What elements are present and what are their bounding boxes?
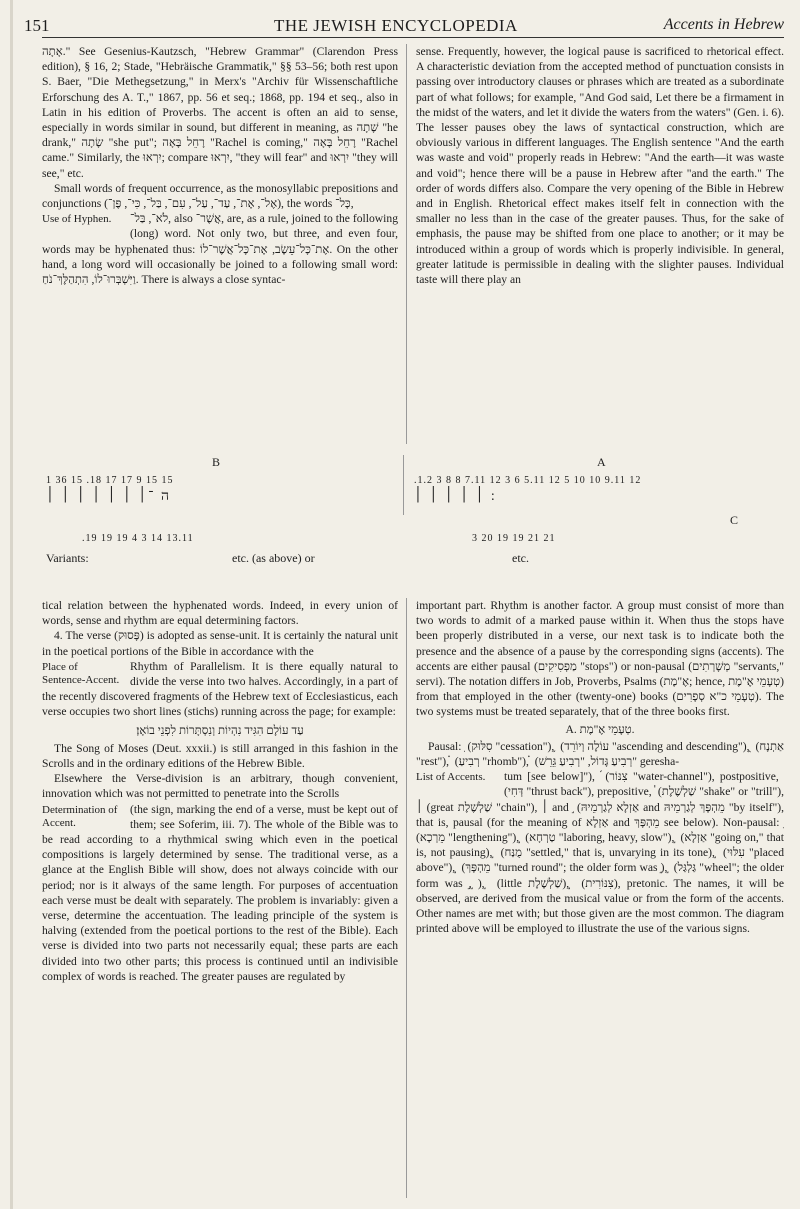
subheading: A. טְעָמֵי אֶ"מֶת. [565,722,635,736]
binding-edge [10,0,13,1209]
diagram-variants-label: Variants: [46,551,89,565]
header-rule [42,37,784,38]
diagram-label-b: B [212,455,221,469]
side-label: Use of Hyphen. [42,213,112,226]
diagram-a-marks: ׃ ׀ ׀ ׀ ׀ ׀ [414,489,493,504]
paragraph: (the sign, marking the end of a verse, must be kept out of them; see Soferim, iii. 7). The whole of the Bible was to be read according to a rhythmical swing which even in the poetical compositions is largely determined by sense. The traditional verse, as a glance at the English Bible will show, does not always coincide with our period; nor is it always of the same length. For purposes of accentuation each verse must be dealt with separately. The problem is invariably: given a verse, determine the accentuation. The leading principle of the system is halving (extended from the poetical portions to the rest of the Bible). Each verse is divided into two parts not necessarily equal; these parts are each divided into two other parts; this process is continued until an indivisible complex of words is reached. The greater pauses are regulated by [42,802,398,983]
paragraph: The Song of Moses (Deut. xxxii.) is still arranged in this fashion in the Scrolls and in the ordinary editions of the Hebrew Bible. [42,741,398,771]
lower-right-column [416,598,784,1198]
diagram-variant-numbers: .19 19 19 4 3 14 13.11 [82,533,194,544]
paragraph: Rhythm of Parallelism. It is there equally natural to divide the verse into two halves. Accordingly, in a part of the recently discovered fragments of the Hebrew text of Ecclesiasticus, each verse occupies two short lines (stichs) running across the page; for example: [42,659,398,719]
diagram-b-numbers: 1 36 15 .18 17 17 9 15 15 [46,475,174,486]
lower-left-column [42,598,398,1198]
diagram-variants-tail: etc. (as above) or [232,551,315,565]
diagram-b-marks: ה ־׀ ׀ ׀ ׀ ׀ ׀ ׀ [46,489,172,504]
page-number: 151 [24,16,50,35]
diagram-divider [403,455,404,515]
paragraph: אָתָה." See Gesenius-Kautzsch, "Hebrew Grammar" (Clarendon Press edition), § 16, 2; Stade, "Hebräische Grammatik," §§ 53–56; both rest upon S. Baer, "Die Methegsetzung," in Merx's "Archiv für Wissenschaftliche Erforschung des A. T.," 1867, pp. 56 et seq.; 1868, pp. 194 et seq., also in Latin in his edition of Proverbs. The accent is often an aid to sense, especially in words similar in sound, but different in meaning, as שָׁתָה "he drank," שָׂתָה "she put"; רָחֵל בָּאָה "Rachel is coming," רָחֵל בָּאָה "Rachel came." Similarly, the יִרְאוּ; compare יִרְאוּ, "they will fear" and יִרְאוּ "they will see," etc. [42,45,398,180]
paragraph: Small words of frequent occurrence, as the monosyllabic prepositions and conjunctions (אֶל־, אֶת־, עַד־, עַל־, עִם־, בַּל־, כִּי־, פֶּן־), the words כָּל־, [42,181,398,211]
diagram-label-c: C [730,513,739,527]
paragraph: tical relation between the hyphenated words. Indeed, in every union of words, sense and rhythm are equal determining factors. [42,599,398,628]
diagram-label-a: A [597,455,606,469]
page-header [24,10,784,38]
paragraph: 4. The verse (פָּסוּק) is adopted as sense-unit. It is certainly the natural unit in the poetical portions of the Bible in accordance with the [42,629,398,658]
diagram-a-numbers: .1.2 3 8 8 7.11 12 3 6 5.11 12 5 10 10 9.11 12 [414,475,642,486]
paragraph: sense. Frequently, however, the logical pause is sacrificed to rhetorical effect. A characteristic deviation from the accepted method of punctuation consists in passing over introductory clauses or phrases which are treated as a subordinate part of what follows; for example, "And God said, Let there be a firmament in the midst of the waters, and let it divide the waters from the waters" (Gen. i. 6). The lesser pauses obey the laws of syntactical construction, which are obviously various in different languages. The English sentence "And the earth was waste and void" properly reads in Hebrew: "And the earth—it was waste and void"; hence there will be a pause in Hebrew after "and the earth." The order of words differs also. Compare the very opening of the Bible in Hebrew and in English. Rhetorical effect makes itself felt in connection with the smaller no less than in the case of the greater pauses. Thus, for the sake of emphasis, the pause may be shifted from one place to another; or it may be introduced within a group of words which is properly indivisible. In general, greater latitude is permissible in dealing with the slighter pauses. Individual taste will there play an [416,45,784,287]
side-label: List of Accents. [416,771,486,784]
section-title: Accents in Hebrew [663,16,784,33]
paragraph: tum [see below]"), ֜ (צִנּוֹר "water-channel"), postpositive, ֚ (דְּחִי "thrust back"), prepositive, ֓ (שַׁלְשֶׁלֶת "shake" or "trill"), ׀ (great שַׁלְשֶׁלֶת "chain"), ׀ and ֣ (אַזְלָא לְגַרְמֵיהּ and מֵהְפָּךְ לְגַרְמֵיהּ "by itself"), that is, pausal (for the meaning of אַזְלָא and מֵהְפָּךְ see below). Non-pausal: ֣ (מֵרְכָא "lengthening"), ֣ (טַרְחָא "laboring, heavy, slow"), ֣ (אַזְלָא "going on," that is, not pausing), ֣ (מֻנַּח "settled," that is, unvarying in its tone), ֣ (עִלּוּי "placed above"), ֣ (מֵהְפָּךְ "turned round"; the older form was ֣), ֣ (גַּלְגַּל "wheel"; the older form was ֣, ֣), ֣ (little שַׁלְשֶׁלֶת), ֣ (צִנּוֹרִית), pretonic. The names, it will be observed, are derived from the musical value or from the form of the accents. Other names are met with; but those given are the most common. The diagram printed above will be employed to illustrate the use of the various signs. [416,770,784,936]
paragraph: Elsewhere the Verse-division is an arbitrary, though convenient, innovation which was not permitted to penetrate into the Scrolls [42,772,398,801]
running-title: THE JEWISH ENCYCLOPEDIA [274,16,518,35]
column-divider [406,598,407,1198]
side-label: Place of Sentence-Accent. [42,660,120,686]
column-divider [406,44,407,444]
hebrew-example: עַד עוֹלָם הִגִּיד נִהְיוֹת וְנִסְתָּרוֹת לִפְנֵי בוֹאָן׃ [136,723,304,737]
upper-right-column [416,44,784,442]
paragraph: Pausal: ֽ (סִלּוּק "cessation"), ֥ (עוֹלֶה וְיוֹרֵד "ascending and descending"), ֑ (אַתְנָח "rest"), ֗ (רְבִיעַ "rhomb"), ֗ (רְבִיעַ גָּדוֹל, "רְבִיעַ גֵּרֵשׁ" geresha- [416,739,784,769]
diagram-c-tail: etc. [512,551,529,565]
paragraph: important part. Rhythm is another factor. A group must consist of more than two words to admit of a marked pause within it. When thus the stops have been properly distributed in a verse, our next task is to indicate both the presence and the absence of a pause by the corresponding signs (accents). The accents are either pausal (מַפְסִיקִים "stops") or non-pausal (מְשָׁרְתִים "servants," servi). The notation differs in Job, Proverbs, Psalms (אֶ"מֶת; hence, טְעָמֵי אֶ"מֶת) from that employed in the other (twenty-one) books (טְעָמֵי כ"א סְפָרִים). The two systems must be treated separately, that of the three books first. [416,599,784,719]
side-label: Determination of Accent. [42,803,118,829]
diagram-c-numbers: 3 20 19 19 21 21 [472,533,556,544]
accent-diagram [42,455,784,590]
upper-left-column [42,44,398,442]
paragraph: לֹא־, בַּל־, also אֲשֶׁר־, are, as a rule, joined to the following (long) word. Not only two, but three, and even four, words may be hyphenated thus: אֶת־כָּל־עֵשֶׂב, אֶת־כָּל־אֲשֶׁר־לוֹ. On the other hand, a long word will occasionally be joined to a following small word: וַיִּשְׁבְּרוּ־לוֹ, הִתְהַלֶּךְ־נֹחַ. There is always a close syntac- [42,212,398,287]
